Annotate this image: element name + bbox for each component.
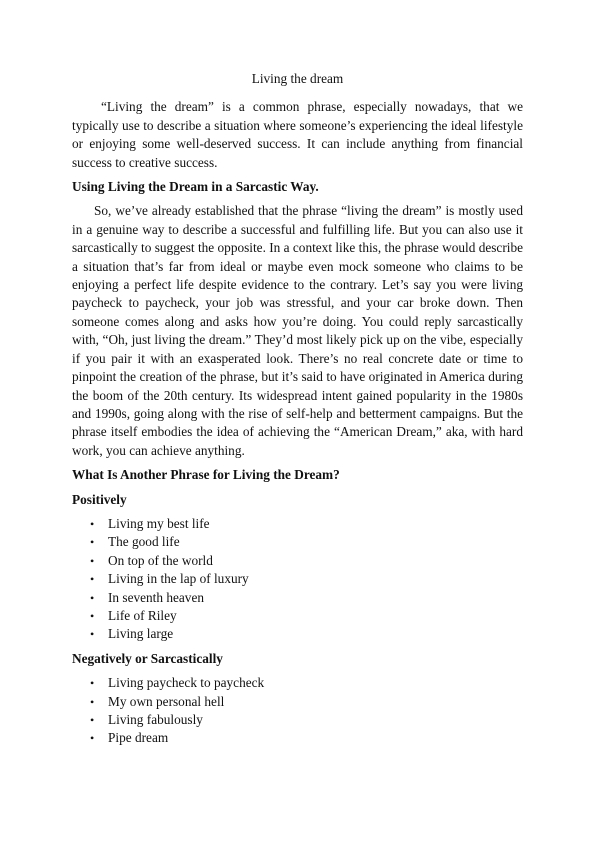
document-title: Living the dream [251,71,344,86]
bullet-icon: • [90,731,95,746]
list-item [72,711,523,729]
list-item-text: My own personal hell [108,693,225,709]
bullet-icon: • [90,516,95,531]
bullet-icon: • [90,572,95,587]
list-item [72,552,523,570]
list-item-text: Living large [108,626,174,642]
list-item-text: The good life [108,534,180,550]
section-heading-sarcastic: Using Living the Dream in a Sarcastic Way. [72,179,319,195]
list-item [72,589,523,607]
bullet-icon: • [90,535,95,550]
intro-paragraph: “Living the dream” is a common phrase, especially nowadays, that we typically use to describe a situation where someone’s experiencing the ideal lifestyle or enjoying some well-deserved success. It can include anything from financial success to creative success. [72,99,523,170]
list-item-text: Living paycheck to paycheck [108,675,265,691]
list-item [72,674,523,692]
list-item-text: On top of the world [108,552,213,568]
bullet-icon: • [90,608,95,623]
list-item [72,570,523,588]
sarcastic-paragraph: So, we’ve already established that the phrase “living the dream” is mostly used in a genuine way to describe a successful and fulfilling life. But you can also use it sarcastically to suggest the opposite. In a context like this, the phrase would describe a situation that’s far from ideal or maybe even mock someone who claims to be enjoying a perfect life despite evidence to the contrary. Let’s say you were living paycheck to paycheck, your job was stressful, and your car broke down. Then someone comes along and asks how you’re doing. You could reply sarcastically with, “Oh, just living the dream.” They’d most likely pick up on the vibe, especially if you pair it with an exasperated look. There’s no real concrete date or time to pinpoint the creation of the phrase, but it’s said to have originated in America during the boom of the 20th century. Its widespread intent gained popularity in the 1980s and 1990s, going along with the rise of self-help and betterment campaigns. But the phrase itself embodies the idea of achieving the “American Dream,” aka, with hard work, you can achieve anything. [72,203,523,458]
list-item-text: Pipe dream [108,730,169,746]
list-item-text: Life of Riley [108,607,177,623]
list-item [72,515,523,533]
document-page [72,70,523,754]
bullet-icon: • [90,694,95,709]
bullet-icon: • [90,676,95,691]
subheading-positively: Positively [72,491,127,507]
bullet-icon: • [90,553,95,568]
list-item [72,729,523,747]
list-item [72,693,523,711]
list-item [72,625,523,643]
bullet-icon: • [90,713,95,727]
list-item [72,533,523,551]
list-item-text: Living fabulously [108,712,203,727]
bullet-icon: • [90,590,95,605]
list-item-text: In seventh heaven [108,589,204,605]
bullet-icon: • [90,627,95,642]
negative-list [72,674,523,748]
list-item [72,607,523,625]
list-item-text: Living my best life [108,515,210,531]
positive-list [72,515,523,644]
list-item-text: Living in the lap of luxury [108,571,249,587]
subheading-negatively: Negatively or Sarcastically [72,650,223,666]
section-heading-another-phrase: What Is Another Phrase for Living the Dream? [72,467,340,483]
